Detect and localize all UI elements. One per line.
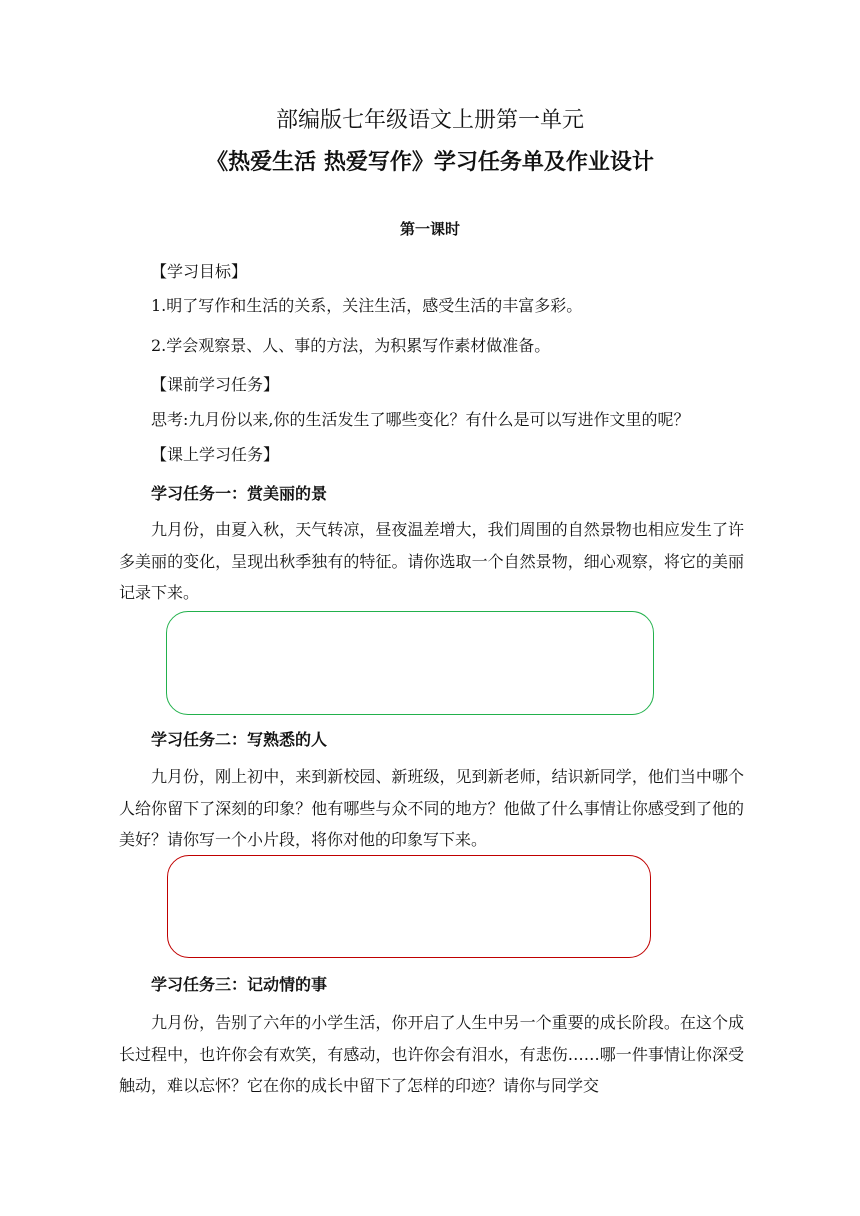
- objective-item-2: 2.学会观察景、人、事的方法，为积累写作素材做准备。: [151, 336, 551, 355]
- pre-class-heading: 【课前学习任务】: [151, 375, 280, 394]
- task1-answer-box[interactable]: [166, 611, 654, 715]
- task2-answer-box[interactable]: [167, 855, 651, 958]
- task3-text: 九月份，告别了六年的小学生活，你开启了人生中另一个重要的成长阶段。在这个成长过程中，也许你会有欢笑，有感动，也许你会有泪水，有悲伤……哪一件事情让你深受触动，难以忘怀？它在你的成长中留下了怎样的印迹？请你与同学交: [119, 1013, 744, 1095]
- in-class-heading: 【课上学习任务】: [151, 445, 280, 464]
- task2-text: 九月份，刚上初中，来到新校园、新班级，见到新老师，结识新同学，他们当中哪个人给你留下了深刻的印象？他有哪些与众不同的地方？他做了什么事情让你感受到了他的美好？请你写一个小片段，将你对他的印象写下来。: [119, 767, 744, 849]
- lesson-heading: 第一课时: [399, 220, 460, 238]
- pre-class-text: 思考:九月份以来,你的生活发生了哪些变化？有什么是可以写进作文里的呢？: [151, 410, 690, 429]
- objectives-heading: 【学习目标】: [151, 262, 248, 281]
- task1-text: 九月份，由夏入秋，天气转凉，昼夜温差增大，我们周围的自然景物也相应发生了许多美丽的变化，呈现出秋季独有的特征。请你选取一个自然景物，细心观察，将它的美丽记录下来。: [119, 520, 744, 602]
- task3-title: 学习任务三：记动情的事: [151, 975, 328, 994]
- document-title-line1: 部编版七年级语文上册第一单元: [275, 108, 584, 133]
- task2-title: 学习任务二：写熟悉的人: [151, 730, 328, 749]
- task1-title: 学习任务一：赏美丽的景: [151, 484, 328, 503]
- document-title-line2: 《热爱生活 热爱写作》学习任务单及作业设计: [206, 149, 654, 175]
- objective-item-1: 1.明了写作和生活的关系，关注生活，感受生活的丰富多彩。: [151, 296, 583, 315]
